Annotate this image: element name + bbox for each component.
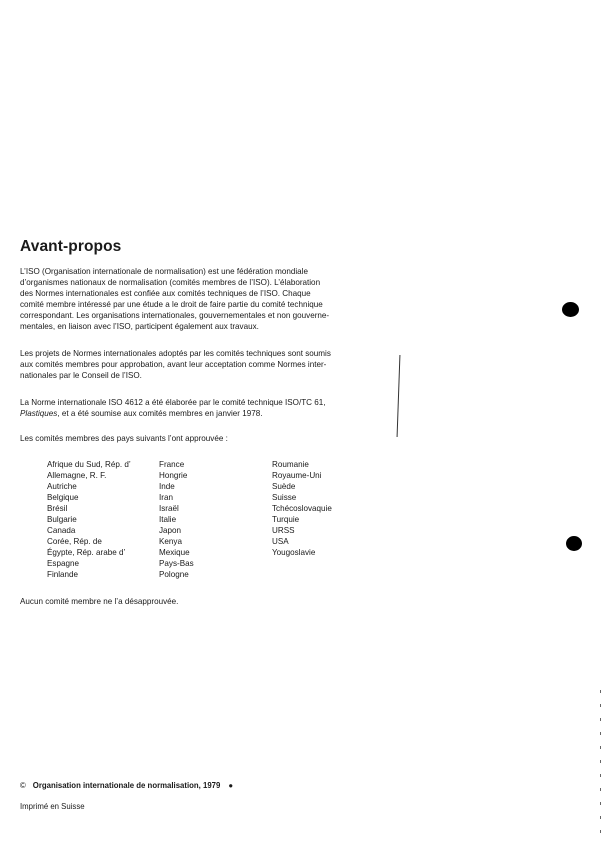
text-line: Les projets de Normes internationales adoptés par les comités techniques sont soumis	[20, 349, 331, 358]
country-item: Égypte, Rép. arabe d’	[47, 548, 126, 557]
text-line: comité membre intéressé par une étude a le droit de faire partie du comité technique	[20, 300, 323, 309]
copyright-footer	[20, 781, 233, 790]
country-item: Belgique	[47, 493, 79, 502]
country-item: Mexique	[159, 548, 190, 557]
country-item: Tchécoslovaquie	[272, 504, 332, 513]
country-item: Corée, Rép. de	[47, 537, 102, 546]
printed-in-note: Imprimé en Suisse	[20, 802, 85, 811]
copyright-icon: ©	[20, 781, 26, 790]
country-item: Italie	[159, 515, 177, 524]
country-item: Iran	[159, 493, 173, 502]
text-line: L’ISO (Organisation internationale de normalisation) est une fédération mondiale	[20, 267, 308, 276]
bullet-icon: ●	[228, 781, 234, 790]
committee-name: Plastiques	[20, 409, 58, 418]
country-item: Allemagne, R. F.	[47, 471, 107, 480]
text-line	[20, 408, 365, 419]
country-item: Finlande	[47, 570, 79, 579]
country-item: Pologne	[159, 570, 189, 579]
text-line: des Normes internationales est confiée aux comités techniques de l’ISO. Chaque	[20, 289, 311, 298]
text-line: d’organismes nationaux de normalisation (comités membres de l’ISO). L’élaboration	[20, 278, 321, 287]
paragraph-approval-process	[20, 348, 365, 381]
country-column-1	[47, 459, 131, 580]
copyright-organization: Organisation internationale de normalisation, 1979	[32, 781, 221, 790]
country-item: Japon	[159, 526, 182, 535]
ink-blot-icon	[562, 302, 579, 317]
country-item: USA	[272, 537, 289, 546]
country-item: France	[159, 460, 185, 469]
country-item: Bulgarie	[47, 515, 77, 524]
country-item: Autriche	[47, 482, 77, 491]
text-line: La Norme internationale ISO 4612 a été élaborée par le comité technique ISO/TC 61,	[20, 398, 326, 407]
country-column-2	[159, 459, 194, 580]
country-column-3	[272, 459, 332, 558]
ink-blot-icon	[566, 536, 582, 551]
country-item: Israël	[159, 504, 179, 513]
country-item: Suède	[272, 482, 296, 491]
text-line: nationales par le Conseil de l’ISO.	[20, 371, 142, 380]
country-item: Turquie	[272, 515, 300, 524]
country-item: Kenya	[159, 537, 182, 546]
country-item: Canada	[47, 526, 76, 535]
country-item: Pays-Bas	[159, 559, 194, 568]
country-item: Espagne	[47, 559, 79, 568]
country-item: Yougoslavie	[272, 548, 316, 557]
text-line: aux comités membres pour approbation, avant leur acceptation comme Normes inter-	[20, 360, 327, 369]
text-fragment: , et a été soumise aux comités membres en janvier 1978.	[57, 409, 263, 418]
paragraph-iso-overview	[20, 266, 365, 332]
country-item: Roumanie	[272, 460, 309, 469]
paragraph-standard-info	[20, 397, 365, 419]
disapproval-note: Aucun comité membre ne l’a désapprouvée.	[20, 597, 179, 606]
approval-intro: Les comités membres des pays suivants l’ont approuvée :	[20, 434, 228, 443]
text-line: correspondant. Les organisations internationales, gouvernementales et non gouverne-	[20, 311, 330, 320]
country-item: Brésil	[47, 504, 68, 513]
country-item: Inde	[159, 482, 175, 491]
country-item: Afrique du Sud, Rép. d’	[47, 460, 131, 469]
country-item: Hongrie	[159, 471, 188, 480]
country-item: URSS	[272, 526, 295, 535]
country-item: Royaume-Uni	[272, 471, 322, 480]
scan-edge-marks	[600, 690, 601, 840]
margin-line	[397, 355, 401, 437]
text-line: mentales, en liaison avec l’ISO, participent également aux travaux.	[20, 322, 259, 331]
country-item: Suisse	[272, 493, 297, 502]
page-heading: Avant-propos	[20, 238, 122, 255]
